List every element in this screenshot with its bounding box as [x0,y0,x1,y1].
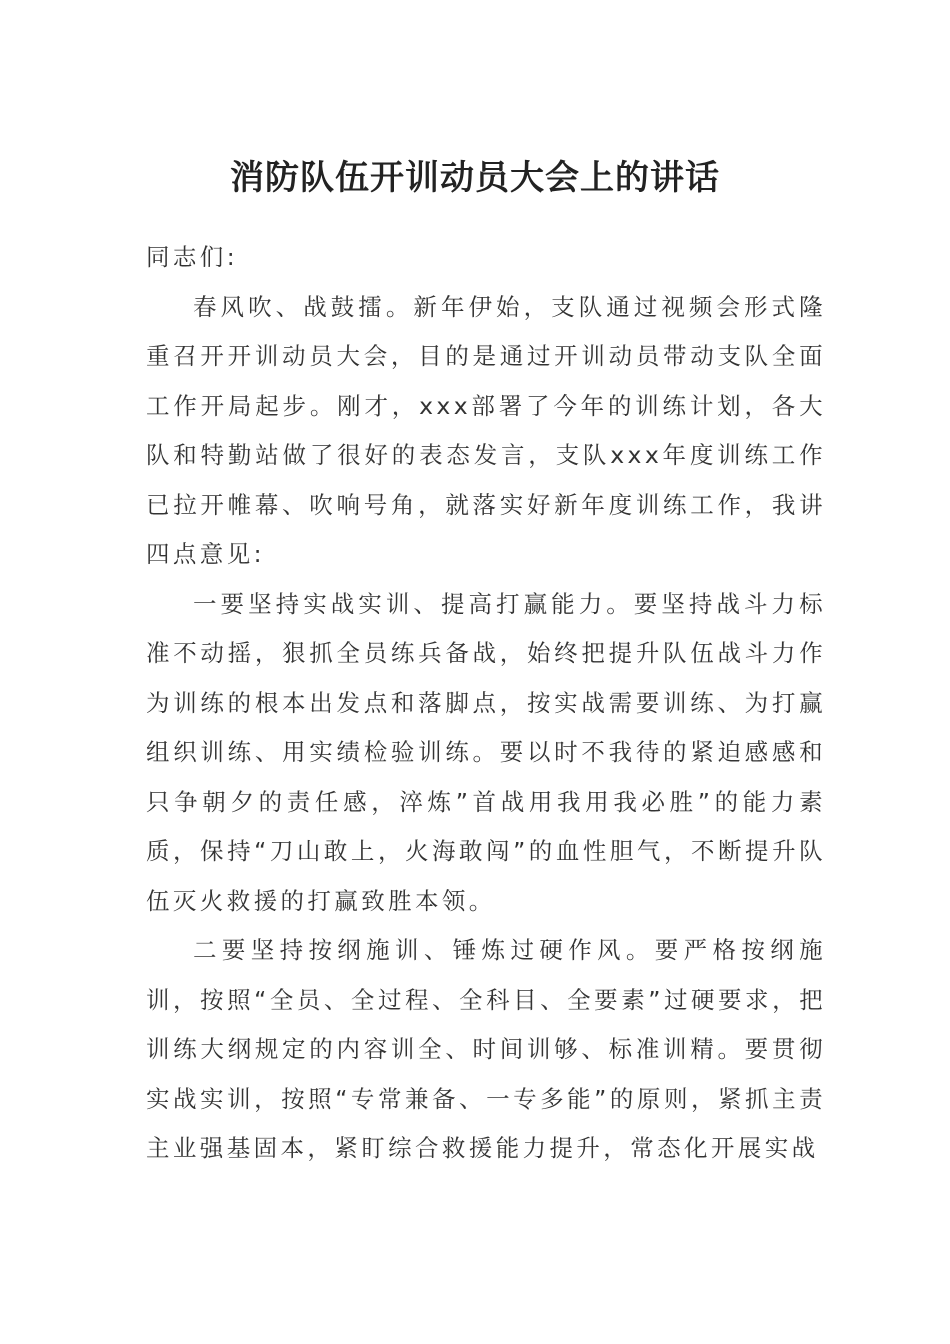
document-title: 消防队伍开训动员大会上的讲话 [230,158,720,198]
paragraph-1: 春风吹、战鼓擂。新年伊始，支队通过视频会形式隆重召开开训动员大会，目的是通过开训动员带动支队全面工作开局起步。刚才，xxx部署了今年的训练计划，各大队和特勤站做了很好的表态发言，支队xxx年度训练工作已拉开帷幕、吹响号角，就落实好新年度训练工作，我讲四点意见: [146,292,826,568]
document-body [146,233,826,1174]
paragraph-3: 二要坚持按纲施训、锤炼过硬作风。要严格按纲施训，按照“全员、全过程、全科目、全要素”过硬要求，把训练大纲规定的内容训全、时间训够、标准训精。要贯彻实战实训，按照“专常兼备、一专多能”的原则，紧抓主责主业强基固本，紧盯综合救援能力提升，常态化开展实战 [146,936,826,1162]
salutation: 同志们: [146,243,239,271]
paragraph-2: 一要坚持实战实训、提高打赢能力。要坚持战斗力标准不动摇，狠抓全员练兵备战，始终把提升队伍战斗力作为训练的根本出发点和落脚点，按实战需要训练、为打赢组织训练、用实绩检验训练。要以时不我待的紧迫感感和只争朝夕的责任感，淬炼”首战用我用我必胜”的能力素质，保持“刀山敢上，火海敢闯”的血性胆气，不断提升队伍灭火救援的打赢致胜本领。 [146,589,826,915]
